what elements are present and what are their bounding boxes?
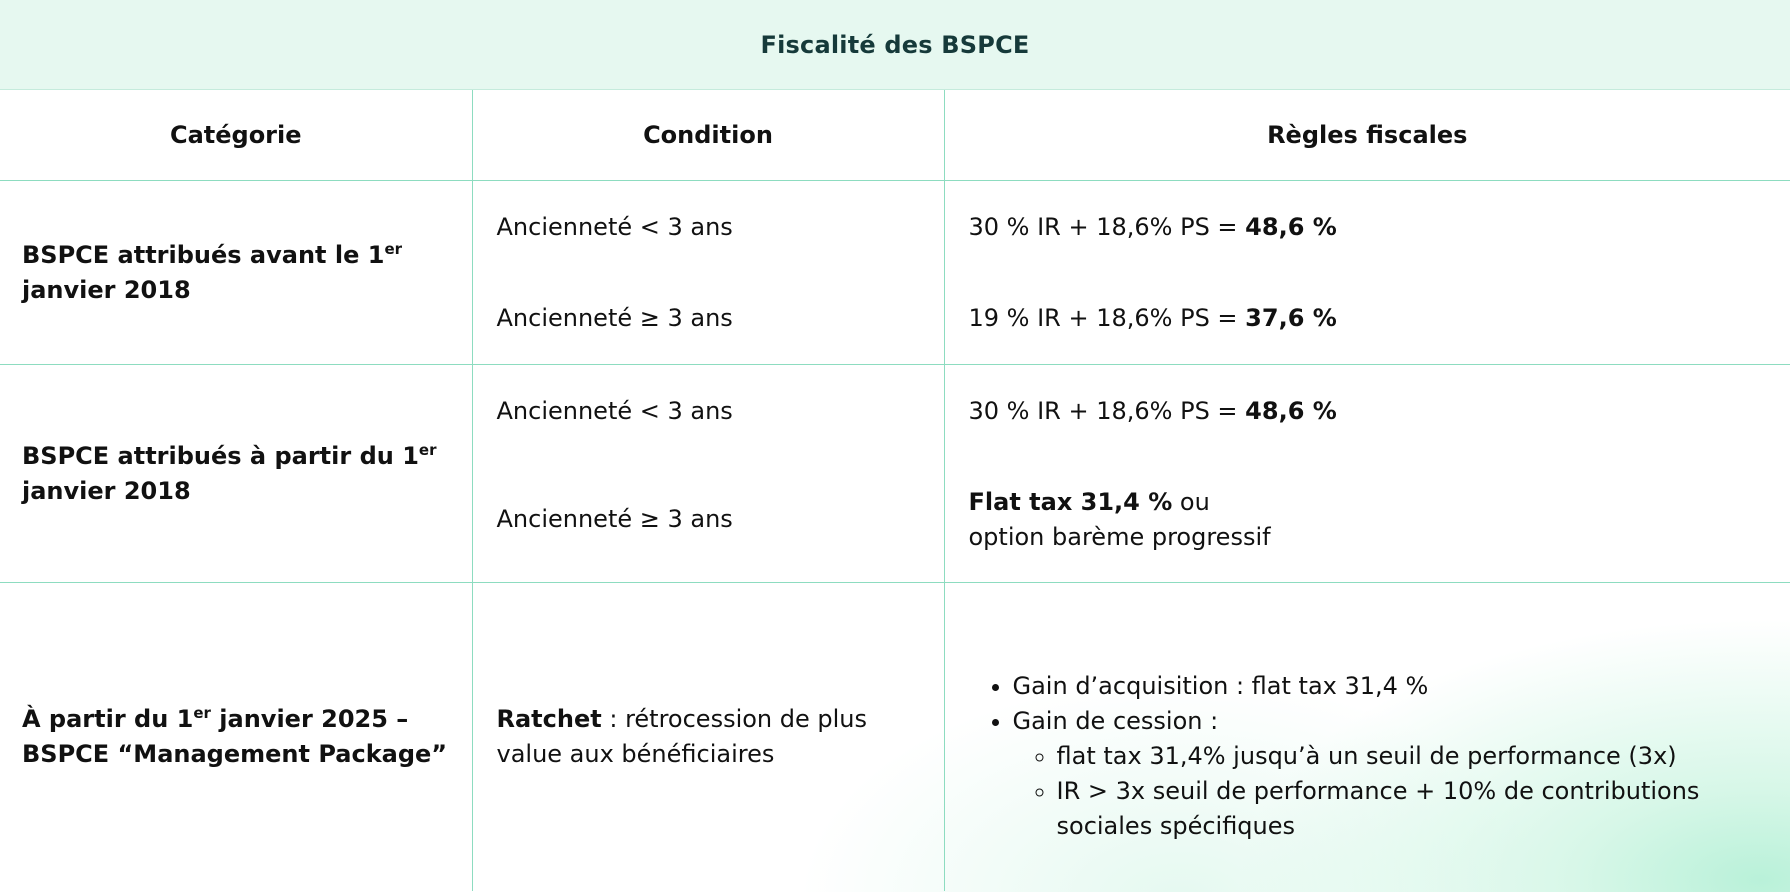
category-text-line2: janvier 2018 bbox=[22, 275, 191, 304]
condition-text: Ancienneté < 3 ans bbox=[496, 212, 733, 241]
condition-item bbox=[473, 365, 944, 457]
condition-text: Ancienneté ≥ 3 ans bbox=[496, 304, 733, 332]
tax-table bbox=[0, 90, 1790, 891]
condition-text: Ancienneté ≥ 3 ans bbox=[496, 505, 733, 533]
sub-list-item-text: IR > 3x seuil de performance + 10% de contributions sociales spécifiques bbox=[1056, 776, 1700, 840]
ratchet-label: Ratchet bbox=[496, 705, 602, 733]
sub-list-item bbox=[1057, 774, 1767, 844]
title-bar bbox=[0, 0, 1790, 90]
header-row bbox=[0, 90, 1790, 181]
sub-list-item-text: flat tax 31,4% jusqu’à un seuil de performance (3x) bbox=[1056, 741, 1677, 770]
rule-text-line2: option barème progressif bbox=[968, 522, 1271, 551]
table-row bbox=[0, 181, 1790, 365]
rule-item bbox=[945, 181, 1790, 273]
header-rules: Règles fiscales bbox=[944, 90, 1790, 181]
list-item-text: Gain d’acquisition : flat tax 31,4 % bbox=[1012, 671, 1429, 700]
rule-item bbox=[945, 457, 1790, 582]
rules-list bbox=[969, 669, 1767, 844]
condition-cell bbox=[472, 181, 944, 365]
rule-text: 19 % IR + 18,6% PS = bbox=[968, 304, 1246, 332]
category-text-line2: BSPCE “Management Package” bbox=[22, 740, 448, 768]
category-sup: er bbox=[384, 239, 403, 258]
category-text: BSPCE attribués à partir du 1 bbox=[22, 441, 419, 470]
rule-total: 48,6 % bbox=[1245, 212, 1337, 241]
category-cell bbox=[0, 181, 472, 365]
rules-cell bbox=[944, 365, 1790, 583]
category-text: BSPCE attribués avant le 1 bbox=[22, 240, 385, 269]
condition-text-line2: value aux bénéficiaires bbox=[496, 740, 775, 768]
table-row bbox=[0, 583, 1790, 892]
table-title: Fiscalité des BSPCE bbox=[760, 30, 1030, 59]
rule-text: ou bbox=[1172, 487, 1210, 516]
category-sup: er bbox=[418, 440, 437, 459]
rules-cell bbox=[944, 583, 1790, 892]
list-item-text: Gain de cession : bbox=[1012, 706, 1219, 735]
list-item bbox=[1013, 704, 1767, 844]
condition-item bbox=[473, 457, 944, 582]
list-item bbox=[1013, 669, 1767, 704]
sub-list-item bbox=[1057, 739, 1767, 774]
rule-flat-tax: Flat tax 31,4 % bbox=[968, 487, 1173, 516]
condition-text: : rétrocession de plus bbox=[601, 705, 868, 733]
rule-total: 37,6 % bbox=[1245, 304, 1337, 332]
condition-text: Ancienneté < 3 ans bbox=[496, 396, 733, 425]
rule-item bbox=[945, 365, 1790, 457]
category-text: À partir du 1 bbox=[22, 705, 194, 733]
category-cell bbox=[0, 365, 472, 583]
rule-item bbox=[945, 273, 1790, 364]
header-category: Catégorie bbox=[0, 90, 472, 181]
condition-cell bbox=[472, 365, 944, 583]
rule-total: 48,6 % bbox=[1245, 396, 1337, 425]
condition-item bbox=[473, 181, 944, 273]
category-sup: er bbox=[193, 704, 211, 722]
sub-list bbox=[1013, 739, 1767, 844]
table-row bbox=[0, 365, 1790, 583]
rule-text: 30 % IR + 18,6% PS = bbox=[968, 212, 1246, 241]
condition-cell bbox=[472, 583, 944, 892]
condition-item bbox=[473, 273, 944, 364]
category-cell bbox=[0, 583, 472, 892]
rules-cell bbox=[944, 181, 1790, 365]
category-text-mid: janvier 2025 – bbox=[210, 705, 409, 733]
header-condition: Condition bbox=[472, 90, 944, 181]
rule-text: 30 % IR + 18,6% PS = bbox=[968, 396, 1246, 425]
category-text-line2: janvier 2018 bbox=[22, 476, 191, 505]
